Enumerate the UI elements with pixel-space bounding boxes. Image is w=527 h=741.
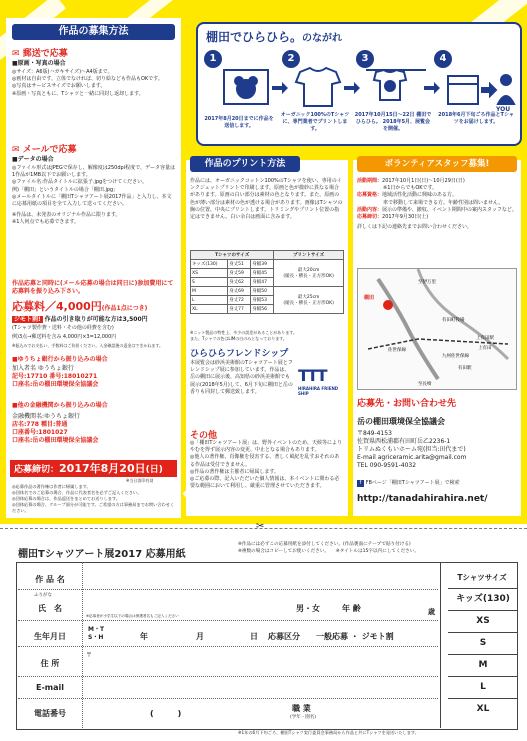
contact-tel: TEL 090-9591-4032: [357, 462, 417, 469]
furigana-label: ふりがな: [34, 593, 52, 598]
other-title: その他: [190, 431, 218, 441]
era-select[interactable]: M・T S・H: [88, 626, 105, 641]
size-table-row: [191, 260, 344, 269]
scissors-icon: ✂: [256, 521, 265, 532]
dob-label: 生年月日: [34, 632, 66, 641]
print-size-cell: [274, 287, 344, 314]
form-instruction: ※タイトルは15字以内にしてください。: [335, 548, 419, 554]
volunteer-text: 展示の準備や、撤収、イベント期間中の案内スタッフなど。: [382, 206, 517, 213]
recruit-title: 作品の募集方法: [12, 24, 175, 40]
you-label: YOU: [496, 106, 511, 113]
size-option-l[interactable]: L: [448, 676, 518, 697]
address-label: 住 所: [40, 659, 60, 668]
form-line: [18, 676, 438, 677]
contact-email[interactable]: E-mail agriceramic.arita@gmail.com: [357, 454, 467, 461]
size-cell: キッズ(130): [191, 260, 228, 269]
arrow-icon: [272, 82, 288, 94]
title-label: 作 品 名: [35, 575, 65, 584]
mail-heading-text: 郵送で応募: [22, 49, 68, 59]
other-item: ◎作品の著作権は主催者に帰属します。: [190, 468, 279, 475]
email-item: ◎ファイル形式はJPEGで保存し、解像度は250dpi程度で、データ容量は1作品が1MB以下でお願いします。: [12, 165, 175, 179]
form-line: [18, 698, 438, 699]
jimoto-note: (Tシャツ製作費・送料・その他の経費を含む): [12, 325, 114, 331]
volunteer-title: ボランティアスタッフ募集!: [357, 156, 517, 172]
form-line: [18, 620, 438, 621]
form-footer: ※1年の6月下旬ごろ、棚田Tシャツ実行委員会事務局から作品と共にTシャツを発送いたします。: [238, 730, 419, 735]
jimoto-row: [12, 314, 175, 323]
flow-title: [206, 28, 342, 45]
recruit-panel: [6, 18, 181, 518]
email-item: ◎ファイル名:作品タイトルに拡張子.jpgをつけてください。: [12, 179, 148, 186]
flow-pictograms: [198, 66, 520, 114]
bank2-line: 店名:778 種目:普通: [12, 421, 68, 428]
size-cell: XS: [191, 269, 228, 278]
name-label: 氏 名: [38, 604, 62, 613]
map-label: 棚田: [364, 295, 375, 301]
size-cell: 身幅50: [251, 287, 274, 296]
mail-item: ◎写真はサービスサイズでお願いします。: [12, 83, 106, 90]
fee-line: [12, 298, 147, 314]
email-sub: ■データの場合: [12, 156, 54, 163]
contact-lines: [357, 430, 519, 470]
zip-mark: 〒: [86, 652, 93, 659]
footnote: ◎応募作品の著作権は作者に帰属します。: [12, 484, 91, 489]
print-size: 最大20cm: [297, 268, 320, 273]
form-title: 棚田Tシャツアート展2017 応募用紙: [18, 549, 186, 560]
form-line: [18, 646, 438, 647]
volunteer-rows: [357, 178, 517, 231]
mail-items: [12, 69, 175, 98]
address-input[interactable]: [86, 650, 436, 674]
fb-row: [357, 480, 460, 487]
job-sub: (学年・園名): [290, 715, 317, 720]
other-item: ◎他人の著作権、肖像権を侵害する、著しく風紀を乱すおそれのある作品は受付できません。: [190, 454, 340, 468]
volunteer-text: 地域活性化活動に興味のある方。: [382, 192, 458, 199]
access-map: [357, 268, 517, 390]
size-cell: 身丈62: [228, 278, 251, 287]
map-label: 佐世保線: [388, 348, 406, 353]
map-label: 九州佐世保線: [442, 354, 469, 359]
fee-suffix: (作品1点につき): [101, 305, 148, 312]
arrow-icon: [424, 82, 440, 94]
bank2-lines: [12, 413, 98, 445]
arrow-icon: [344, 82, 360, 94]
mail-heading: ✉ 郵送で応募: [12, 49, 68, 59]
email-input[interactable]: [86, 678, 436, 696]
delivery-box-icon: [448, 75, 514, 104]
size-header: Tシャツサイズ: [457, 573, 507, 582]
size-table-header: プリントサイズ: [274, 251, 344, 260]
example: 例)3点→郵送料を含み 4,000円×3=12,000円: [12, 334, 117, 340]
volunteer-row: [357, 192, 517, 199]
table-note-line: ※ニット製品の特性上、多少の誤差があることがあります。: [190, 330, 297, 335]
volunteer-row: [357, 214, 517, 221]
map-label: 上有田駅: [476, 336, 494, 341]
size-option-xs[interactable]: XS: [448, 610, 518, 631]
form-line: [18, 589, 438, 590]
display-tshirt-icon: [366, 70, 426, 100]
category-label: 応募区分: [268, 632, 300, 641]
phone-input[interactable]: ( ): [150, 709, 182, 718]
form-instruction: ※複数の場合はコピーしてお使いください。: [238, 548, 327, 554]
contact-addr: 佐賀県西松浦郡有田町岳乙2236-1: [357, 438, 451, 445]
small-notes: ※振込みでお支払い、手数料はご負担ください。入金確認後の返金はできかねます。: [12, 343, 164, 348]
website-url[interactable]: http://tanadahirahira.net/: [357, 494, 488, 504]
fee-amount: 応募料／4,000円: [12, 300, 102, 313]
age-suffix: 歳: [428, 608, 435, 616]
flow-title-b: のながれ: [302, 33, 343, 44]
bear-picture-icon: [224, 70, 268, 104]
size-cell: 身丈72: [228, 296, 251, 305]
contact-org: 岳の棚田環境保全協議会: [357, 417, 445, 426]
footnote: ◎団体名でのご応募の場合、作品に代表者名を必ずご記入ください。: [12, 490, 142, 495]
size-cell: 身幅45: [251, 269, 274, 278]
jimoto-badge: ジモト割!: [14, 316, 41, 323]
map-label: 上有田: [478, 346, 492, 351]
footnotes: [12, 484, 175, 514]
size-table-head: [191, 251, 344, 260]
deadline-label: 応募締切：: [14, 465, 60, 475]
email-heading-text: メールで応募: [22, 145, 77, 155]
bank2-line: 口座名:岳の棚田環境保全協議会: [12, 437, 99, 444]
size-cell: S: [191, 278, 228, 287]
size-option-kids[interactable]: キッズ(130): [448, 588, 518, 609]
other-item: ◎ご応募の際、記入いただいた個人情報は、本イベントに関わる必要な範囲において利用し、厳重に管理させていただきます。: [190, 476, 340, 490]
size-table-header: Tシャツのサイズ: [191, 251, 274, 260]
friendship-logo-text: HIRAHIRA FRIEND SHIP: [298, 386, 339, 396]
step-number: 1: [204, 50, 222, 68]
table-note-line: また、Tシャツの色はLIMの白のみとなっております。: [190, 335, 287, 341]
size-cell: 身幅39: [251, 260, 274, 269]
print-title: 作品のプリント方法: [190, 156, 300, 172]
map-label: 有田町役場: [442, 318, 465, 323]
job-input[interactable]: [330, 702, 436, 724]
fb-text: FBページ「棚田Tシャツアート展」で検索: [365, 480, 460, 486]
form-instruction-row: [238, 549, 523, 556]
friend-text: 本展覧会は砂浜美術館のTシャツアート展とフレンドシップ展に参加しています。作品は、岳の棚田に展示後、高知県の砂浜美術館でも展示(2018年5月)して、6月下旬に棚田と岳の香りも同封して郵送致します。: [190, 360, 293, 395]
volunteer-label: 活動内容：: [357, 206, 383, 213]
bank2-line: 口座番号:1801027: [12, 429, 68, 436]
volunteer-text: 2017年10月1日(日)〜10月29日(日): [382, 178, 465, 184]
deadline-day: (日): [145, 465, 163, 475]
print-size: 最大25cm: [297, 295, 320, 300]
other-item: ◎「棚田Tシャツアート展」は、野外イベントのため、天候等によりやむを得ず展示内容の変更、中止となる場合もあります。: [190, 440, 342, 454]
bank2-line: 金融機関名:ゆうちょ銀行: [12, 413, 81, 420]
volunteer-note: 詳しくは下記の連絡先までお問い合わせください。: [357, 224, 473, 231]
step-text: オーガニック100%のTシャツに、専門業者でプリントします。: [280, 112, 350, 133]
deadline-note: ※当日消印有効: [126, 478, 154, 483]
email-label: E-mail: [35, 683, 64, 692]
month-label: 月: [196, 632, 204, 641]
contact-title: 応募先・お問い合わせ先: [357, 399, 457, 409]
job-label: 職 業: [292, 704, 311, 713]
volunteer-label: 応募締切：: [357, 214, 383, 221]
print-panel: [186, 160, 348, 516]
table-note: [190, 330, 344, 341]
size-cell: XL: [191, 305, 228, 314]
volunteer-label: 応募資格：: [357, 192, 383, 199]
volunteer-row: [357, 178, 517, 185]
size-cell: M: [191, 287, 228, 296]
friend-title: ひらひらフレンドシップ: [190, 349, 289, 359]
name-note: ※応募者が小学生以下の場合は保護者名もご記入ください: [86, 614, 179, 618]
bank1-lines: [12, 365, 98, 389]
bank1-line: 加入者名 ゆうちょ銀行: [12, 365, 74, 372]
step-text: 2018年6月下旬ごろ作品とTシャツをお届けします。: [438, 112, 514, 126]
volunteer-text: 2017年9月30日(土): [382, 214, 429, 221]
email-items: [12, 165, 175, 227]
tshirt-icon: [296, 68, 340, 106]
friendship-logo: TTT: [298, 366, 326, 385]
email-item: 例)「棚田」というタイトルの場合「棚田.jpg」: [12, 186, 119, 193]
flow-title-a: 棚田でひらひら。: [206, 30, 303, 44]
size-cell: 身丈59: [228, 269, 251, 278]
age-input[interactable]: [368, 600, 424, 616]
size-cell: 身丈77: [228, 305, 251, 314]
size-cell: 身幅53: [251, 296, 274, 305]
gender-select[interactable]: 男・女: [296, 604, 320, 613]
volunteer-row: 車で移動して来場できる方。年齢性別は問いません。: [383, 199, 504, 206]
phone-label: 電話番号: [34, 709, 66, 718]
print-size: (縦長・横長・正方形OK): [283, 301, 334, 306]
flow-panel: [196, 22, 522, 146]
size-table-row: [191, 287, 344, 296]
bank2-title: ■他の金融機関から振り込みの場合: [12, 402, 108, 409]
size-option-xl[interactable]: XL: [448, 698, 518, 719]
other-items: [190, 440, 344, 490]
year-label: 年: [140, 632, 148, 641]
map-label: 有田駅: [458, 366, 472, 371]
email-note: ※作品は、未発表のオリジナル作品に限ります。: [12, 212, 121, 219]
title-input[interactable]: [86, 566, 436, 586]
jimoto-text: 作品の引き取りが可能な方は3,500円: [44, 316, 148, 323]
deadline-date: 2017年8月20日: [59, 462, 146, 475]
print-size-cell: [274, 260, 344, 287]
step-text: 2017年8月20日までに作品を送信します。: [204, 116, 274, 130]
email-heading: ✉ メールで応募: [12, 145, 77, 155]
form-divider: [440, 562, 441, 728]
map-label: 至伊万里: [418, 280, 436, 285]
age-label: 年 齢: [342, 604, 361, 613]
form-instruction: ※作品には必ずこの応募用紙を添付してください。(作品裏面にテープで貼り付ける): [238, 542, 411, 547]
footnote: ◎団体応募の場合、グループ面分が可能です。ご希望の方は事務局までお問い合わせください。: [12, 502, 175, 513]
form-instructions: [238, 542, 523, 555]
bank1-title: ■ゆうちょ銀行から振り込みの場合: [12, 356, 108, 363]
size-cell: 身幅47: [251, 278, 274, 287]
deadline-bar: [10, 460, 177, 477]
volunteer-row: [357, 207, 517, 214]
bank1-line: 口座名:岳の棚田環境保全協議会: [12, 381, 99, 388]
size-option-s[interactable]: S: [448, 632, 518, 653]
mail-item: ※原画・写真ともに、Tシャツと一緒に同封し返却します。: [12, 90, 144, 97]
size-cell: 身幅56: [251, 305, 274, 314]
print-size: (縦長・横長・正方形OK): [283, 274, 334, 279]
size-cell: 身丈51: [228, 260, 251, 269]
volunteer-row: ※1日からでもOKです。: [383, 185, 438, 192]
day-label: 日: [250, 632, 258, 641]
step-number: 2: [282, 50, 300, 68]
contact-zip: 〒849-4153: [357, 430, 392, 437]
step-text: 2017年10月15日〜22日 棚田でひらひら。 2018年5月、展覧会を開催。: [354, 112, 432, 133]
map-label: 至長崎: [418, 382, 432, 387]
mail-item: ◎画材は自由です。立体でなければ、切り絵なども作品もOKです。: [12, 76, 163, 83]
destination-marker-icon: [383, 300, 393, 310]
fee-note: 作品応募と同時に(メール応募の場合は同日に)参加費用にて応募料を振り込み下さい。: [12, 280, 174, 295]
volunteer-label: 活動期間：: [357, 178, 383, 184]
step-number: 3: [356, 50, 374, 68]
mail-sub: ■原画・写真の場合: [12, 60, 66, 67]
form-label-divider: [82, 562, 83, 728]
print-text: 作品には、オーガニックコットン100%のTシャツを使い、専用のインクジェットプリントで印刷します。原画と色が微妙に異なる場合があります。原画の白い部分は素材の色となります。また、原画の色が薄い部分は素材の色が透ける場合があります。画像はTシャツの胸の位置、中央にプリントします。トリミングやプリント位置の指定はできません。白い余白は画面に含みます。: [190, 178, 343, 221]
contact-addr: トリムぬくもいホーム宛(担当:田代まで): [357, 446, 466, 453]
size-cell: L: [191, 296, 228, 305]
size-option-m[interactable]: M: [448, 654, 518, 675]
size-table: [190, 250, 344, 314]
email-note: ※1人何点でも応募できます。: [12, 219, 79, 226]
size-cell: 身丈69: [228, 287, 251, 296]
bank1-line: 記号:17710 番号:18010271: [12, 373, 98, 380]
email-item: ◎メールタイトルに「棚田Tシャツアート展2017作品」と入力し、本文に応募用紙の項目を全て入力して送ってください。: [12, 193, 172, 208]
category-select[interactable]: 一般応募 ・ ジモト割: [316, 632, 394, 641]
facebook-icon: f: [357, 480, 364, 487]
step-number: 4: [434, 50, 452, 68]
volunteer-panel: [353, 160, 521, 516]
mail-item: ◎サイズ：A6版(ハガキサイズ)〜A4版まで。: [12, 69, 113, 75]
footnote: ◎団体応募の場合は、作品返送をまとめてお送りします。: [12, 496, 121, 501]
